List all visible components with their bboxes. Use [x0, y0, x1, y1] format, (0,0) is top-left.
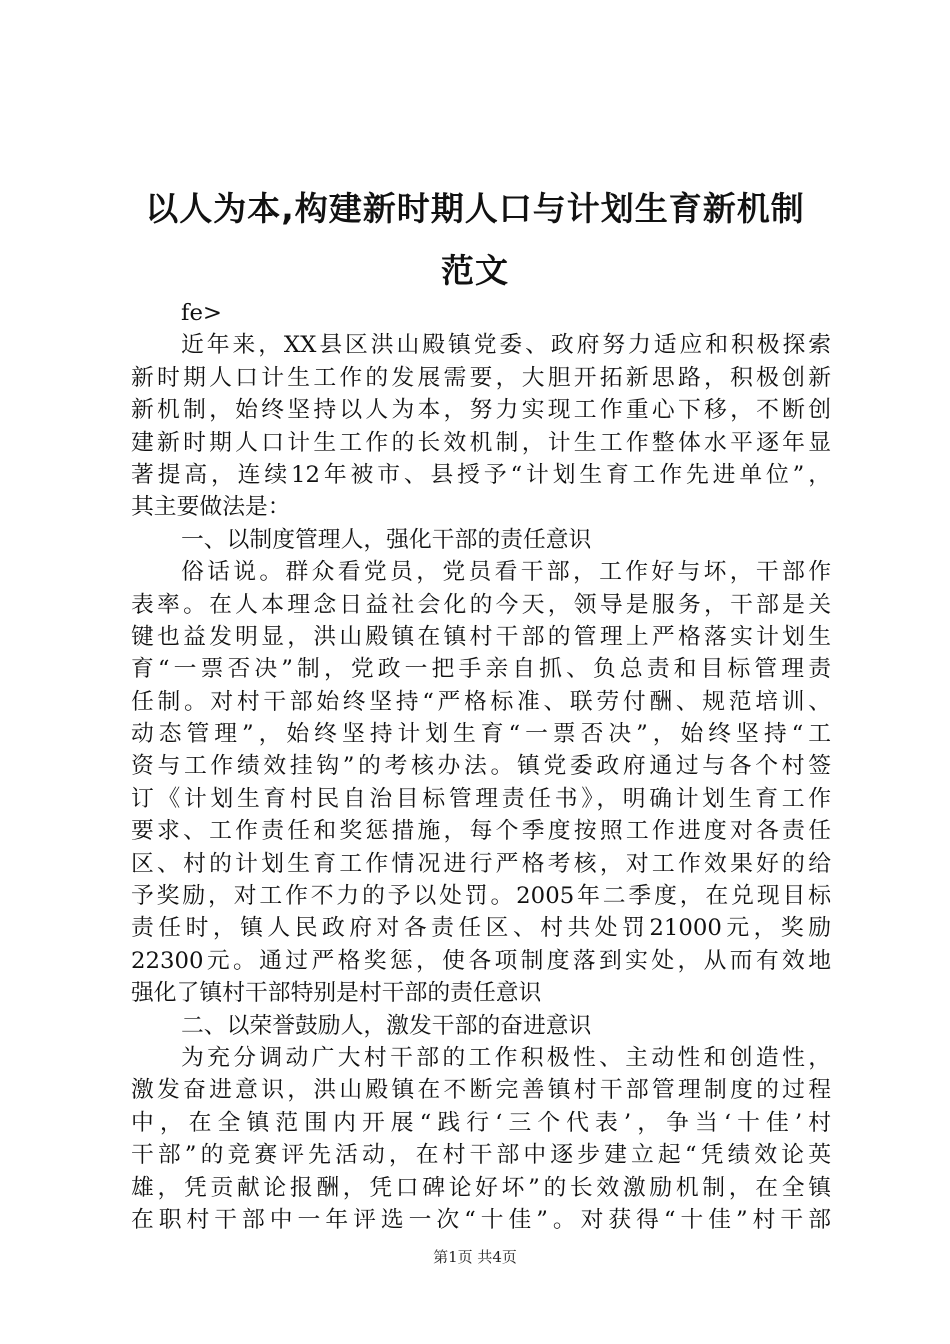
body-line: 键也益发明显，洪山殿镇在镇村干部的管理上严格落实计划生	[131, 623, 831, 650]
body-line: 一、以制度管理人，强化干部的责任意识	[181, 526, 592, 553]
body-line: 激发奋进意识，洪山殿镇在不断完善镇村干部管理制度的过程	[131, 1077, 831, 1104]
body-line: 要求、工作责任和奖惩措施，每个季度按照工作进度对各责任	[131, 818, 831, 845]
body-line: 俗话说。群众看党员，党员看干部，工作好与坏，干部作	[181, 559, 831, 586]
body-line: 育“一票否决”制，党政一把手亲自抓、负总责和目标管理责	[131, 656, 831, 683]
title-line-2: 范文	[441, 251, 509, 290]
body-line: 雄，凭贡献论报酬，凭口碑论好坏”的长效激励机制，在全镇	[131, 1174, 831, 1201]
document-body	[131, 297, 831, 1236]
body-line: 在职村干部中一年评选一次“十佳”。对获得“十佳”村干部	[131, 1206, 831, 1233]
body-line: 中，在全镇范围内开展“践行‘三个代表’，争当‘十佳’村	[131, 1109, 831, 1136]
body-line: 动态管理”，始终坚持计划生育“一票否决”，始终坚持“工	[131, 721, 831, 748]
body-line: 予奖励，对工作不力的予以处罚。2005年二季度，在兑现目标	[131, 883, 831, 910]
document-title	[120, 178, 830, 302]
body-line: 22300元。通过严格奖惩，使各项制度落到实处，从而有效地	[131, 947, 831, 974]
body-line: 近年来，XX县区洪山殿镇党委、政府努力适应和积极探索	[181, 332, 831, 359]
body-line: 订《计划生育村民自治目标管理责任书》，明确计划生育工作	[131, 785, 831, 812]
body-line: 其主要做法是：	[131, 494, 291, 521]
body-line: 区、村的计划生育工作情况进行严格考核，对工作效果好的给	[131, 850, 831, 877]
body-line: 任制。对村干部始终坚持“严格标准、联劳付酬、规范培训、	[131, 688, 831, 715]
page-footer: 第1页 共4页	[433, 1248, 517, 1266]
body-line: 新时期人口计生工作的发展需要，大胆开拓新思路，积极创新	[131, 364, 831, 391]
title-line-1: 以人为本,构建新时期人口与计划生育新机制	[145, 189, 805, 228]
body-line: 为充分调动广大村干部的工作积极性、主动性和创造性，	[181, 1044, 831, 1071]
body-line: 著提高，连续12年被市、县授予“计划生育工作先进单位”，	[131, 461, 831, 488]
body-line: 强化了镇村干部特别是村干部的责任意识	[131, 980, 542, 1007]
body-line: fe>	[181, 300, 223, 326]
body-line: 资与工作绩效挂钩”的考核办法。镇党委政府通过与各个村签	[131, 753, 831, 780]
body-line: 新机制，始终坚持以人为本，努力实现工作重心下移，不断创	[131, 397, 831, 424]
body-line: 二、以荣誉鼓励人，激发干部的奋进意识	[181, 1012, 592, 1039]
body-line: 干部”的竞赛评先活动，在村干部中逐步建立起“凭绩效论英	[131, 1142, 831, 1169]
body-line: 建新时期人口计生工作的长效机制，计生工作整体水平逐年显	[131, 429, 831, 456]
body-line: 责任时，镇人民政府对各责任区、村共处罚21000元，奖励	[131, 915, 831, 942]
body-line: 表率。在人本理念日益社会化的今天，领导是服务，干部是关	[131, 591, 831, 618]
